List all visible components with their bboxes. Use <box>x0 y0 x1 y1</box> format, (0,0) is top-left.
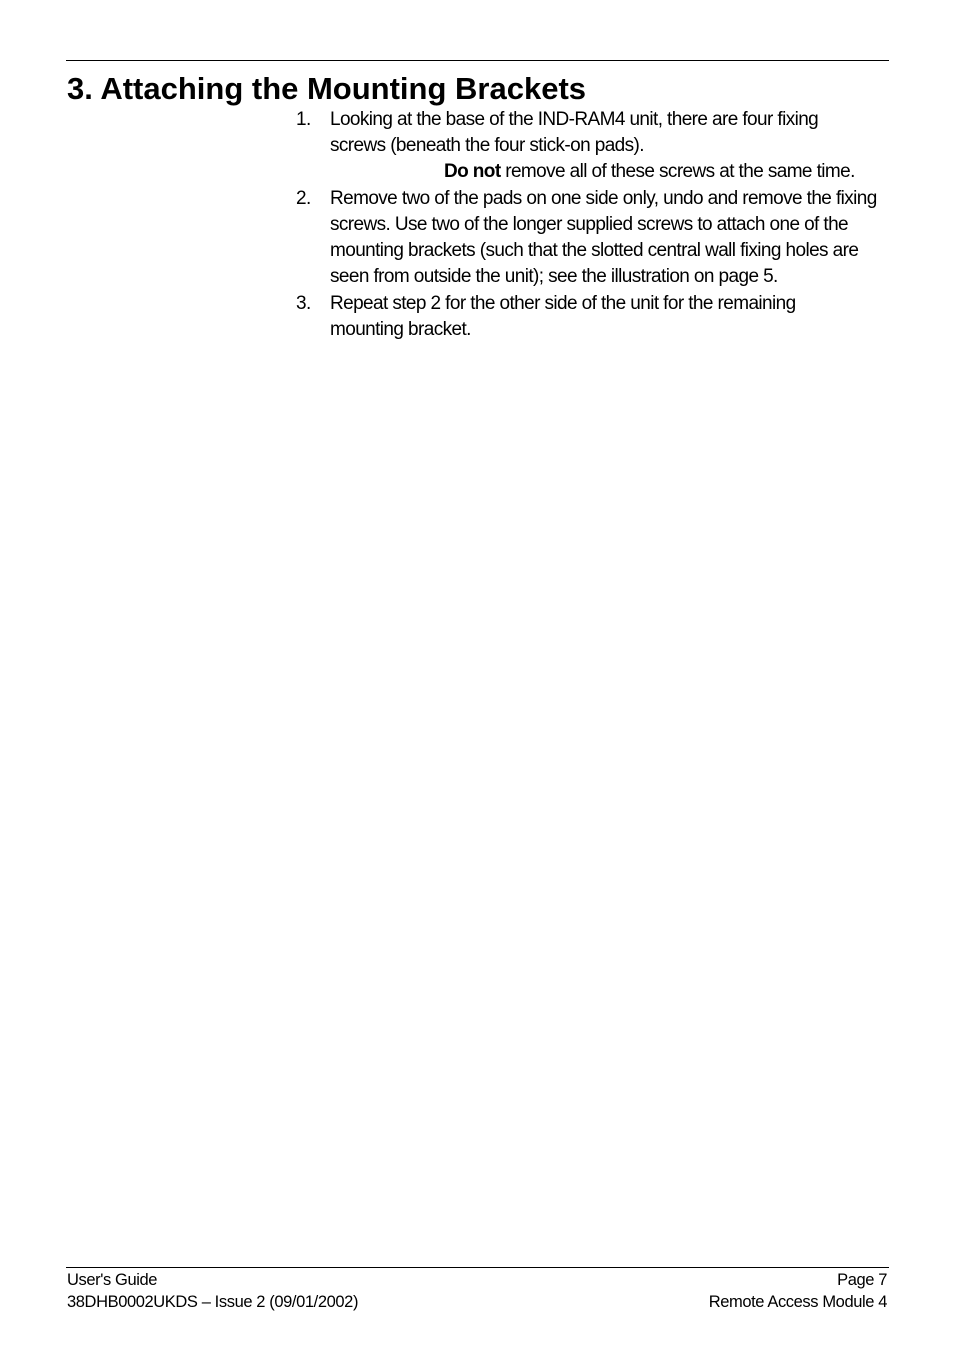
step-note <box>330 159 896 185</box>
footer-document-type: User's Guide <box>67 1271 158 1289</box>
footer-row-2 <box>67 1291 887 1313</box>
step-number: 3. <box>296 293 311 314</box>
footer-document-id: 38DHB0002UKDS – Issue 2 (09/01/2002) <box>67 1293 359 1311</box>
page-footer <box>67 1269 887 1313</box>
step-text: Remove two of the pads on one side only, undo and remove the fixing screws. Use two of the longer supplied screws to attach one of the mounting brackets (such that the slotted central wall fixing holes are seen from outside the unit); see the illustration on page 5. <box>330 188 877 287</box>
step-text: Looking at the base of the IND-RAM4 unit, there are four fixing screws (beneath the four stick-on pads). <box>330 109 819 156</box>
footer-page-number: Page 7 <box>837 1271 887 1289</box>
step-1 <box>296 107 896 185</box>
footer-row-1 <box>67 1269 887 1291</box>
header-divider <box>66 60 889 61</box>
steps-list <box>296 107 896 344</box>
step-note-text: remove all of these screws at the same time. <box>500 161 855 182</box>
step-text: Repeat step 2 for the other side of the unit for the remaining mounting bracket. <box>330 293 796 340</box>
step-number: 1. <box>296 109 311 130</box>
section-title: 3. Attaching the Mounting Brackets <box>67 71 587 106</box>
footer-divider <box>66 1267 889 1268</box>
step-3 <box>296 291 896 343</box>
step-2 <box>296 186 896 290</box>
step-note-emphasis: Do not <box>444 161 501 182</box>
step-number: 2. <box>296 188 311 209</box>
footer-product-name: Remote Access Module 4 <box>708 1293 887 1311</box>
